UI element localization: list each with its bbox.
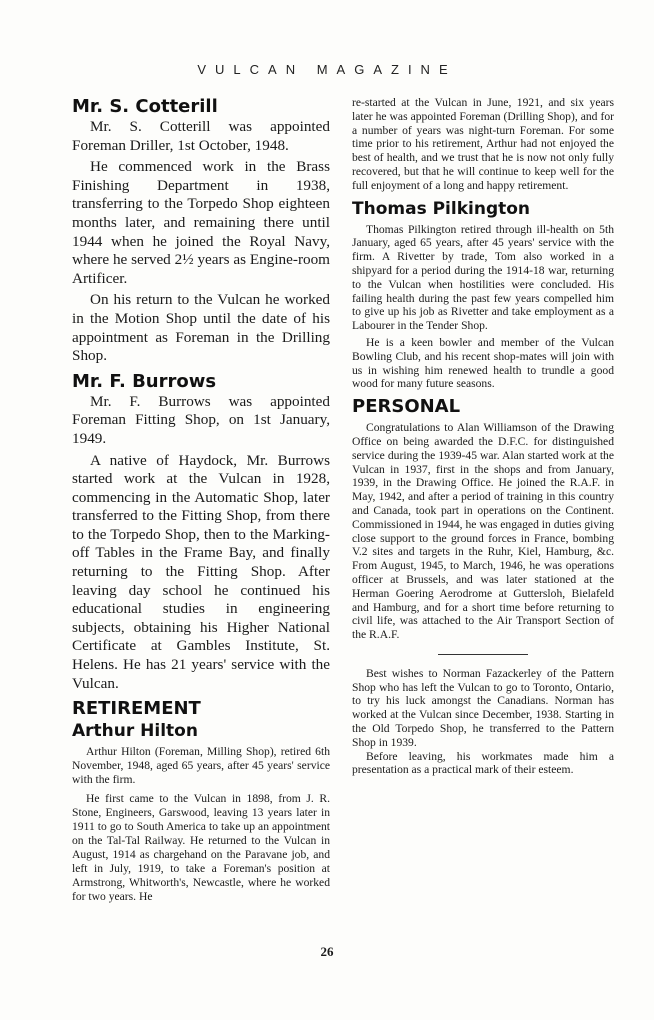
personal-paragraph-3: Before leaving, his workmates made him a presentation as a practical mark of their esteem. (352, 749, 614, 777)
burrows-paragraph-1: Mr. F. Burrows was appointed Foreman Fitting Shop, on 1st January, 1949. (72, 392, 330, 447)
burrows-paragraph-2: A native of Haydock, Mr. Burrows started work at the Vulcan in 1928, commencing in the Automatic Shop, later transferred to the Fitting Shop, from there to the Torpedo Shop, then to the Marking-off Tables in the Frame Bay, and finally returning to the Fitting Shop. After leaving day school he continued his educational studies in engineering subjects, obtaining his Higher National Certificate at Gambles Institute, St. Helens. He has 21 years' service with the Vulcan. (72, 451, 330, 692)
heading-burrows: Mr. F. Burrows (72, 370, 217, 392)
heading-arthur-hilton: Arthur Hilton (72, 721, 198, 742)
magazine-title: VULCAN MAGAZINE (197, 62, 457, 77)
hilton-paragraph-2: He first came to the Vulcan in 1898, from J. R. Stone, Engineers, Garswood, leaving 13 years later in 1911 to go to South America to take up an appointment on the Tal-Tal Railway. He returned to the Vulcan in August, 1914 as chargehand on the Paravane job, and left in July, 1919, to take a Foreman's position at Armstrong, Whitworth's, Newcastle, where he worked for two years. He (72, 792, 330, 904)
heading-retirement: RETIREMENT (72, 698, 201, 720)
pilkington-paragraph-1: Thomas Pilkington retired through ill-health on 5th January, aged 65 years, after 45 years' service with the firm. A Rivetter by trade, Tom also worked in a shipyard for a period during the 1914-18 war, returning to the Vulcan when hostilities were concluded. His failing health during the past few years compelled him to give up his job as Rivetter and take employment as a Labourer in the Tender Shop. (352, 222, 614, 333)
hilton-continued-paragraph: re-started at the Vulcan in June, 1921, and six years later he was appointed Foreman (Drilling Shop), and for a number of years was night-turn Foreman. For some time prior to his retirement, Arthur had not enjoyed the best of health, and we trust that he is now not only fully recovered, but that he will continue to keep well for the full enjoyment of a long and happy retirement. (352, 96, 614, 192)
page-number: 26 (320, 944, 334, 959)
cotterill-paragraph-2: He commenced work in the Brass Finishing Department in 1938, transferring to the Torpedo Shop eighteen months later, and remaining there until 1944 when he joined the Royal Navy, where he served 2½ years as Engine-room Artificer. (72, 158, 330, 287)
section-divider (438, 654, 528, 655)
cotterill-paragraph-1: Mr. S. Cotterill was appointed Foreman Driller, 1st October, 1948. (72, 118, 330, 154)
hilton-paragraph-1: Arthur Hilton (Foreman, Milling Shop), retired 6th November, 1948, aged 65 years, after 45 years' service with the firm. (72, 745, 330, 787)
pilkington-paragraph-2: He is a keen bowler and member of the Vulcan Bowling Club, and his recent shop-mates will join with us in wishing him renewed health to trundle a good wood for many future seasons. (352, 335, 614, 391)
right-column (352, 96, 614, 777)
personal-paragraph-1: Congratulations to Alan Williamson of the Drawing Office on being awarded the D.F.C. for distinguished service during the 1939-45 war. Alan started work at the Vulcan in 1937, first in the shops and from January, 1939, in the Drawing Office. He joined the R.A.F. in May, 1942, and after a period of training in this country and Canada, took part in operations on the Continent. Commissioned in 1944, he was engaged in duties giving close support to the ground forces in France, bombing V.2 sites and targets in the Ruhr, Kiel, Hamburg, &c. From August, 1945, to March, 1946, he was operations officer at Brussels, and was later stationed at the Herman Goering Aerodrome at Guttersloh, Bielafeld and Hamburg, and for a short time before returning to civil life, was attached to the Air Transport Section of the R.A.F. (352, 421, 614, 642)
heading-thomas-pilkington: Thomas Pilkington (352, 198, 531, 219)
heading-cotterill: Mr. S. Cotterill (72, 96, 218, 117)
heading-personal: PERSONAL (352, 396, 461, 418)
cotterill-paragraph-3: On his return to the Vulcan he worked in the Motion Shop until the date of his appointment as Foreman in the Drilling Shop. (72, 291, 330, 365)
left-column (72, 96, 330, 904)
personal-paragraph-2: Best wishes to Norman Fazackerley of the Pattern Shop who has left the Vulcan to go to Toronto, Ontario, to try his luck amongst the Canadians. Norman has worked at the Vulcan since December, 1938. Starting in the Old Torpedo Shop, he transferred to the Pattern Shop in 1939. (352, 666, 614, 749)
